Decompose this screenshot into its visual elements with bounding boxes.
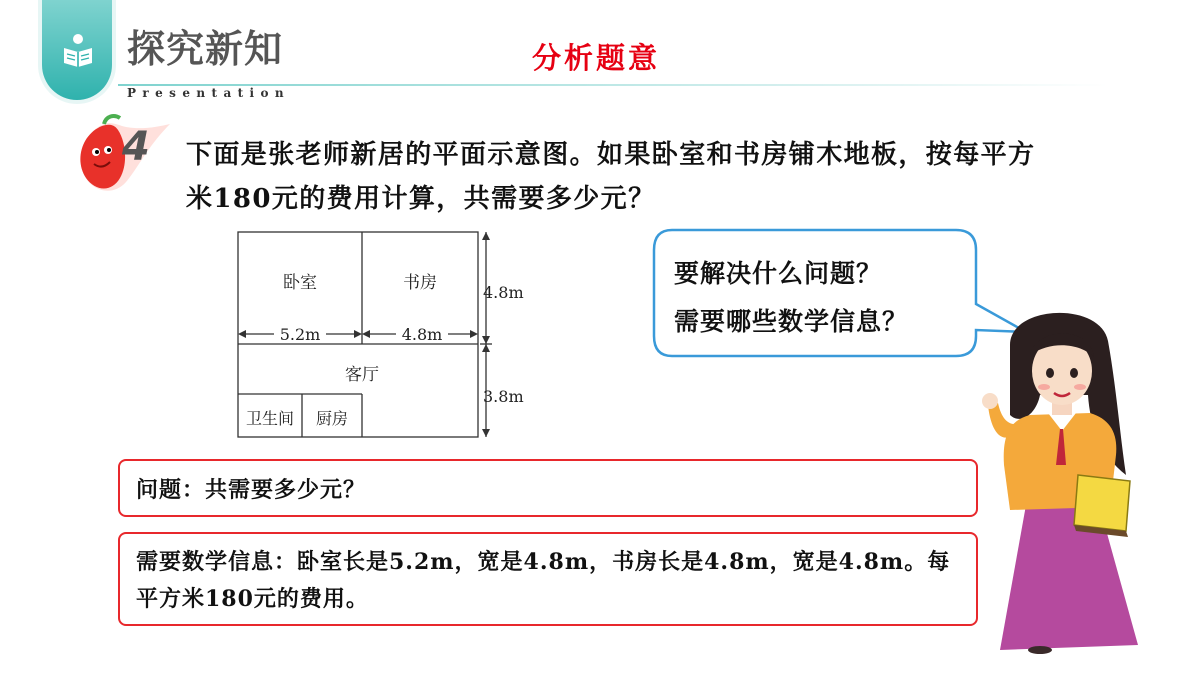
info-box — [118, 532, 978, 626]
section-title: 分析题意 — [532, 41, 661, 75]
pepper-mascot-icon — [74, 112, 184, 198]
room-study: 书房 — [403, 273, 437, 293]
dim-lower-height: 3.8m — [483, 387, 524, 406]
speech-text — [674, 250, 984, 346]
room-bedroom: 卧室 — [283, 273, 317, 293]
question-text: 问题：共需要多少元？ — [136, 477, 367, 503]
info-text: 需要数学信息：卧室长是5.2m，宽是4.8m，书房长是4.8m，宽是4.8m。每平方米180元的费用。 — [136, 549, 951, 612]
room-kitchen: 厨房 — [315, 409, 349, 428]
teacher-illustration — [970, 305, 1140, 655]
page-subtitle: Presentation — [127, 86, 291, 100]
dim-study-length: 4.8m — [401, 325, 443, 344]
reader-icon — [58, 30, 98, 70]
page-title: 探究新知 — [127, 27, 284, 71]
room-bathroom: 卫生间 — [245, 409, 295, 428]
problem-number: 4 — [122, 124, 150, 170]
room-living: 客厅 — [345, 365, 379, 385]
floor-plan — [230, 226, 550, 446]
dim-upper-height: 4.8m — [483, 283, 524, 302]
speech-line-2: 需要哪些数学信息？ — [674, 307, 909, 336]
question-box — [118, 459, 978, 517]
speech-line-1: 要解决什么问题？ — [674, 259, 883, 288]
dim-bedroom-length: 5.2m — [279, 325, 321, 344]
problem-text: 下面是张老师新居的平面示意图。如果卧室和书房铺木地板，按每平方米180元的费用计算，共需要多少元？ — [186, 140, 1036, 214]
